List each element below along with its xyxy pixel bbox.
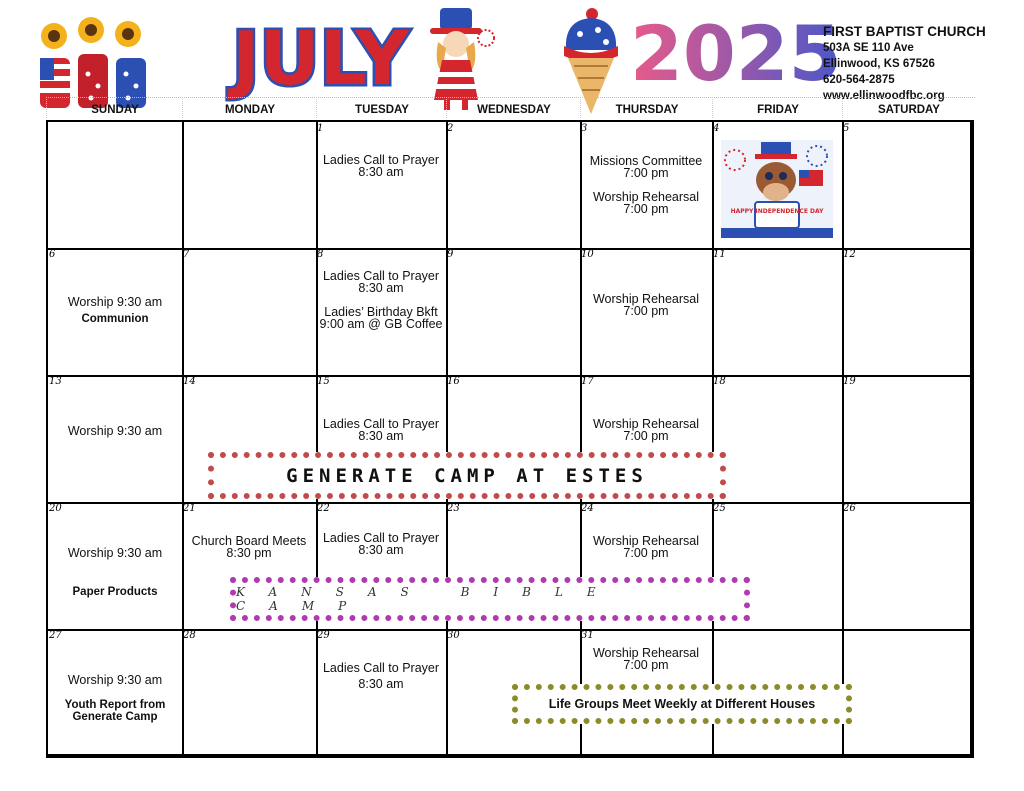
sunflower-jars-icon	[36, 14, 154, 110]
day-number: 19	[843, 376, 856, 387]
day-header-saturday: SATURDAY	[842, 97, 975, 118]
day-number: 3	[581, 123, 588, 134]
event-note: Paper Products	[72, 586, 158, 598]
day-number: 22	[317, 503, 330, 514]
day-number: 2	[447, 123, 454, 134]
event-time: 7:00 pm	[623, 546, 669, 560]
event-text: Worship 9:30 am	[67, 546, 163, 560]
event-time: 8:30 am	[358, 281, 404, 295]
church-address-line2: Ellinwood, KS 67526	[823, 58, 935, 70]
event-text: Worship Rehearsal	[592, 646, 700, 660]
calendar-grid	[46, 120, 974, 758]
day-cell-13[interactable]	[48, 375, 184, 504]
day-number: 17	[581, 376, 594, 387]
event-text: Ladies Call to Prayer	[322, 153, 440, 167]
event-time: 7:00 pm	[623, 166, 669, 180]
day-number: 27	[49, 630, 62, 641]
bible-camp-banner	[230, 577, 750, 621]
event-text: Church Board Meets	[191, 534, 307, 548]
day-cell-5[interactable]	[842, 122, 972, 250]
day-number: 21	[183, 503, 196, 514]
day-cell-27[interactable]	[48, 629, 184, 756]
day-cell-empty	[182, 122, 318, 250]
event-time: 7:00 pm	[623, 658, 669, 672]
independence-day-donkey-icon	[721, 140, 833, 238]
year-title	[628, 9, 842, 98]
event-text: Worship Rehearsal	[592, 417, 700, 431]
day-number: 5	[843, 123, 850, 134]
day-number: 6	[49, 249, 56, 260]
church-website[interactable]: www.ellinwoodfbc.org	[823, 90, 945, 102]
event-time: 7:00 pm	[623, 304, 669, 318]
day-cell-9[interactable]	[446, 248, 582, 377]
generate-camp-banner-text: GENERATE CAMP AT ESTES	[286, 464, 648, 487]
day-number: 9	[447, 249, 454, 260]
day-number: 24	[581, 503, 594, 514]
event-text: Ladies Call to Prayer	[322, 531, 440, 545]
day-cell-12[interactable]	[842, 248, 972, 377]
day-number: 1	[317, 123, 324, 134]
day-cell-6[interactable]	[48, 248, 184, 377]
event-text: Worship Rehearsal	[592, 292, 700, 306]
day-number: 7	[183, 249, 190, 260]
event-time: 8:30 am	[358, 543, 404, 557]
day-number: 16	[447, 376, 460, 387]
month-title	[228, 10, 420, 102]
day-header-friday: FRIDAY	[712, 97, 843, 118]
day-number: 4	[713, 123, 720, 134]
day-cell-8[interactable]	[316, 248, 448, 377]
event-text: Worship Rehearsal	[592, 190, 700, 204]
day-number: 20	[49, 503, 62, 514]
event-text: Ladies Call to Prayer	[322, 417, 440, 431]
event-text: Ladies Call to Prayer	[322, 661, 440, 675]
day-number: 30	[447, 630, 460, 641]
church-info	[823, 24, 1021, 104]
life-groups-banner-text: Life Groups Meet Weekly at Different Houses	[548, 697, 816, 711]
day-number: 14	[183, 376, 196, 387]
church-phone: 620-564-2875	[823, 74, 895, 86]
day-number: 12	[843, 249, 856, 260]
day-cell-18[interactable]	[712, 375, 844, 504]
church-address-line1: 503A SE 110 Ave	[823, 42, 914, 54]
day-header-wednesday: WEDNESDAY	[446, 97, 581, 118]
event-note: Communion	[81, 313, 149, 325]
event-note: Youth Report from	[64, 699, 166, 711]
day-header-tuesday: TUESDAY	[316, 97, 447, 118]
generate-camp-banner	[208, 452, 726, 499]
event-text: Worship 9:30 am	[67, 424, 163, 438]
life-groups-banner	[512, 684, 852, 724]
month-title-art	[228, 10, 420, 102]
day-number: 25	[713, 503, 726, 514]
day-cell-11[interactable]	[712, 248, 844, 377]
day-header-monday: MONDAY	[182, 97, 317, 118]
event-text: Ladies’ Birthday Bkft	[324, 305, 438, 319]
day-cell-26[interactable]	[842, 502, 972, 631]
day-number: 26	[843, 503, 856, 514]
event-text: Missions Committee	[589, 154, 703, 168]
event-time: 8:30 pm	[226, 546, 272, 560]
day-number: 10	[581, 249, 594, 260]
day-number: 29	[317, 630, 330, 641]
day-cell-empty	[48, 122, 184, 250]
church-name: FIRST BAPTIST CHURCH	[823, 24, 986, 39]
day-number: 15	[317, 376, 330, 387]
day-cell-1[interactable]	[316, 122, 448, 250]
event-time: 7:00 pm	[623, 429, 669, 443]
day-cell-29[interactable]	[316, 629, 448, 756]
event-time: 8:30 am	[358, 165, 404, 179]
day-cell-28[interactable]	[182, 629, 318, 756]
day-header-thursday: THURSDAY	[580, 97, 713, 118]
day-number: 18	[713, 376, 726, 387]
day-cell-2[interactable]	[446, 122, 582, 250]
event-time: 8:30 am	[358, 677, 404, 691]
month-title-text: JULY	[232, 16, 409, 102]
day-number: 11	[713, 249, 726, 260]
day-cell-empty	[842, 629, 972, 756]
day-cell-3[interactable]	[580, 122, 714, 250]
event-text: Worship Rehearsal	[592, 534, 700, 548]
independence-day-text: HAPPY INDEPENDENCE DAY	[730, 208, 824, 215]
day-number: 13	[49, 376, 62, 387]
day-cell-19[interactable]	[842, 375, 972, 504]
day-number: 23	[447, 503, 460, 514]
day-cell-20[interactable]	[48, 502, 184, 631]
event-time: 9:00 am @ GB Coffee	[319, 317, 443, 331]
event-text: Ladies Call to Prayer	[322, 269, 440, 283]
event-text: Worship 9:30 am	[67, 673, 163, 687]
day-number: 28	[183, 630, 196, 641]
bible-camp-banner-text: KANSAS BIBLE CAMP	[236, 585, 620, 613]
day-number: 8	[317, 249, 324, 260]
day-number: 31	[581, 630, 594, 641]
event-text: Worship 9:30 am	[67, 295, 163, 309]
day-cell-7[interactable]	[182, 248, 318, 377]
year-title-text: 2025	[630, 9, 842, 98]
day-cell-10[interactable]	[580, 248, 714, 377]
event-time: 7:00 pm	[623, 202, 669, 216]
event-note: Generate Camp	[72, 711, 158, 723]
event-time: 8:30 am	[358, 429, 404, 443]
day-header-sunday: SUNDAY	[46, 97, 183, 118]
